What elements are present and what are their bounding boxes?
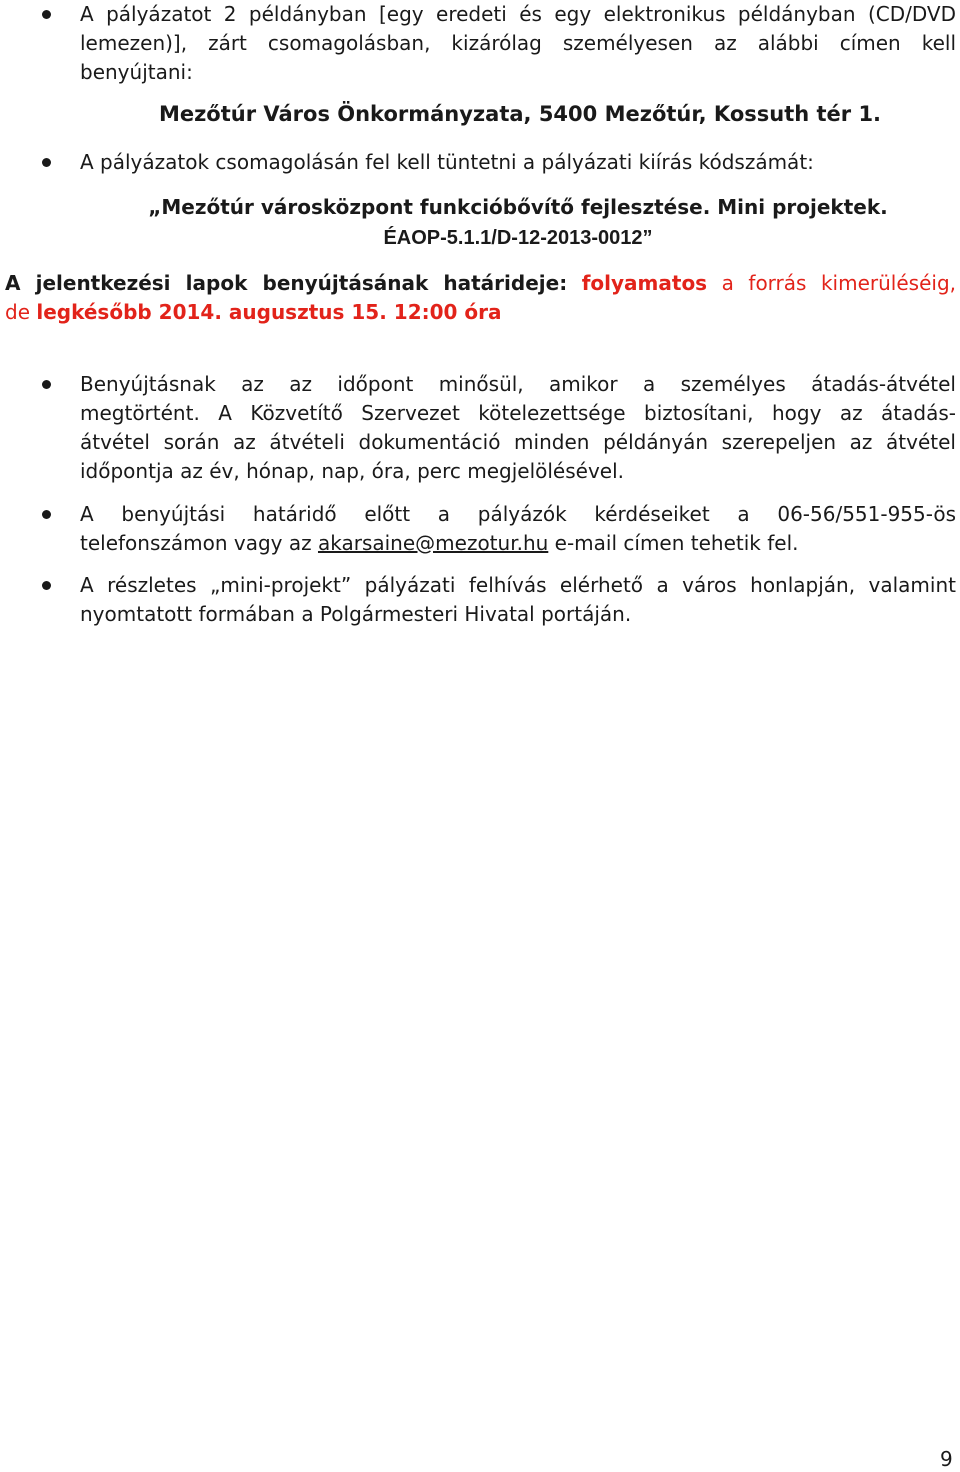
bullet5-line2: nyomtatott formában a Polgármesteri Hivatal portáján. [80, 602, 632, 626]
address: Mezőtúr Város Önkormányzata, 5400 Mezőtúr, Kossuth tér 1. [158, 102, 882, 126]
bullet3-line2: megtörtént. A Közvetítő Szervezet kötelezettsége biztosítani, hogy az átadás- [80, 401, 956, 425]
deadline-line1 [5, 269, 956, 298]
page-number: 9 [940, 1447, 953, 1471]
project-title: „Mezőtúr városközpont funkcióbővítő fejlesztése. Mini projektek. [148, 195, 888, 219]
bullet1-line2: lemezen)], zárt csomagolásban, kizárólag személyesen az alábbi címen kell [80, 31, 956, 55]
deadline-de: de [5, 300, 30, 324]
bullet-marker [42, 581, 51, 590]
bullet-marker [42, 510, 51, 519]
deadline-latest: legkésőbb 2014. augusztus 15. 12:00 óra [36, 300, 502, 324]
bullet1-line3: benyújtani: [80, 60, 193, 84]
bullet3-line1: Benyújtásnak az az időpont minősül, amikor a személyes átadás-átvétel [80, 372, 956, 396]
bullet-marker [42, 158, 51, 167]
bullet5-line1: A részletes „mini-projekt” pályázati felhívás elérhető a város honlapján, valamint [80, 573, 956, 597]
email-link[interactable]: akarsaine@mezotur.hu [317, 531, 549, 555]
deadline-ongoing: folyamatos [581, 271, 708, 295]
bullet-marker [42, 10, 51, 19]
bullet4-line2-pre: telefonszámon vagy az [80, 531, 312, 555]
deadline-line2 [5, 298, 502, 327]
bullet4-line2 [80, 529, 798, 558]
bullet4-line2-post: e-mail címen tehetik fel. [554, 531, 799, 555]
bullet3-line4: időpontja az év, hónap, nap, óra, perc megjelölésével. [80, 459, 625, 483]
bullet1-line1: A pályázatot 2 példányban [egy eredeti és egy elektronikus példányban (CD/DVD [80, 2, 956, 26]
deadline-label: A jelentkezési lapok benyújtásának határideje: [5, 271, 568, 295]
deadline-until: a forrás kimerüléséig, [721, 271, 956, 295]
bullet-marker [42, 380, 51, 389]
bullet3-line3: átvétel során az átvételi dokumentáció minden példányán szerepeljen az átvétel [80, 430, 956, 454]
bullet4-line1: A benyújtási határidő előtt a pályázók kérdéseiket a 06-56/551-955-ös [80, 502, 956, 526]
bullet2-line1: A pályázatok csomagolásán fel kell tüntetni a pályázati kiírás kódszámát: [80, 150, 814, 174]
project-code: ÉAOP-5.1.1/D-12-2013-0012” [383, 227, 653, 249]
